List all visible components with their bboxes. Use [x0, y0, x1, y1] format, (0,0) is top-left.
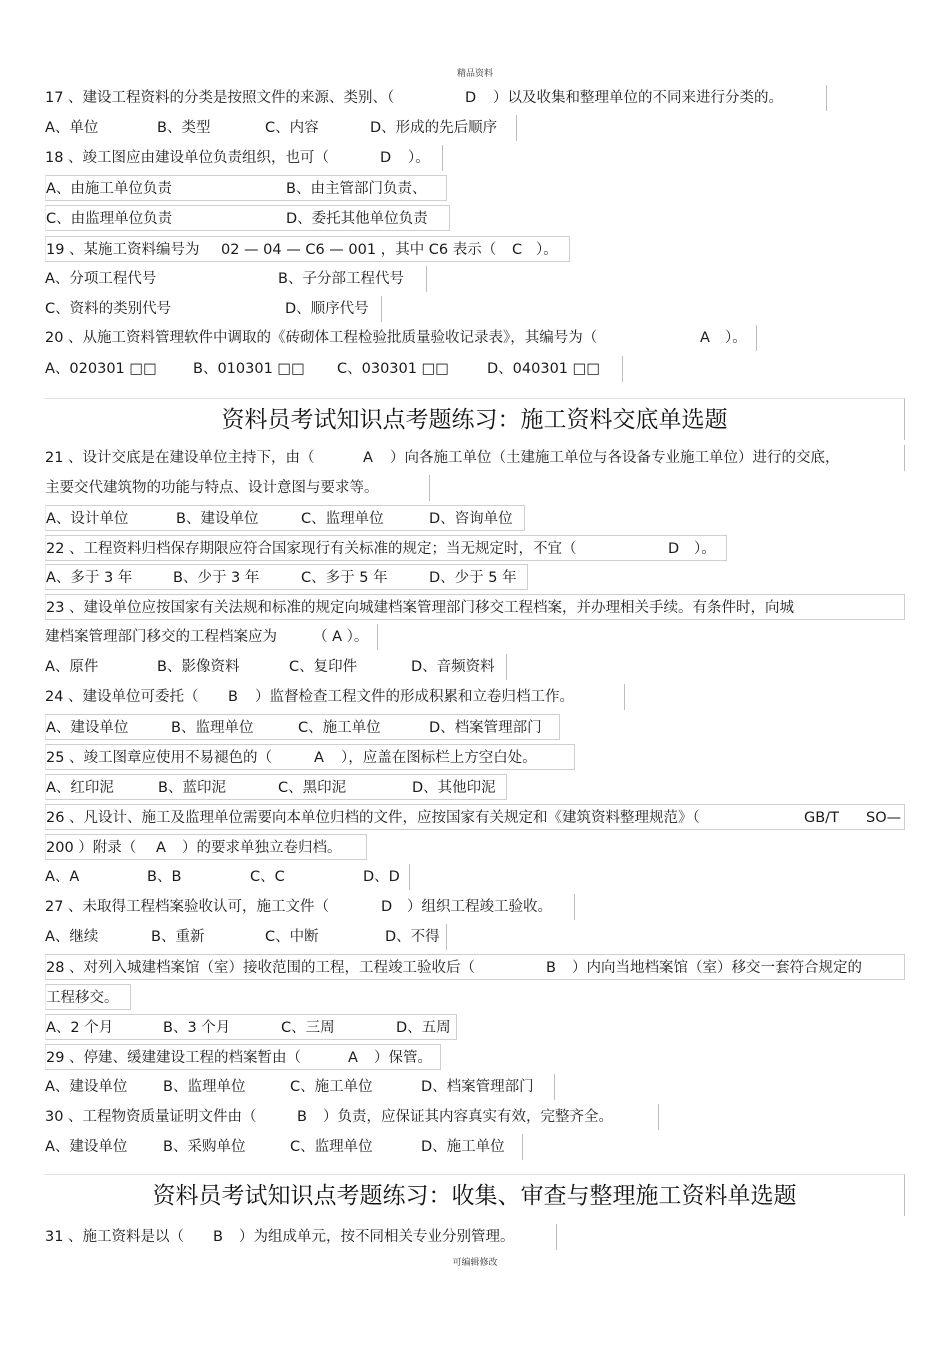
line-text: C、由监理单位负责	[46, 211, 173, 227]
question-line	[45, 864, 410, 890]
line-text: D、形成的先后顺序	[370, 120, 498, 136]
line-text: A	[156, 840, 166, 856]
line-text: B	[546, 960, 556, 976]
line-text: （ A ）。	[313, 629, 369, 645]
line-text: 200 ）附录（	[46, 840, 137, 856]
line-text: C、030301 □□	[337, 361, 449, 377]
line-text: 建档案管理部门移交的工程档案应为	[45, 629, 277, 645]
question-line	[45, 535, 727, 561]
line-text: 23 、建设单位应按国家有关法规和标准的规定向城建档案管理部门移交工程档案，并办理相关手续。有条件时，向城	[46, 600, 795, 616]
line-text: 29 、停建、缓建建设工程的档案暂由（	[46, 1050, 302, 1066]
question-line	[45, 266, 427, 292]
line-text: A、2 个月	[46, 1020, 114, 1036]
section-title: 资料员考试知识点考题练习：收集、审查与整理施工资料单选题	[45, 1174, 905, 1216]
question-line	[45, 325, 757, 351]
line-text: A	[363, 450, 373, 466]
line-text: C、资料的类别代号	[45, 301, 172, 317]
line-text: D、委托其他单位负责	[286, 211, 428, 227]
line-text: D、顺序代号	[285, 301, 369, 317]
line-text: ），应盖在图标栏上方空白处。	[341, 750, 537, 766]
line-text: GB/T	[804, 810, 839, 826]
question-line	[45, 505, 525, 531]
line-text: D、咨询单位	[429, 511, 513, 527]
line-text: D、少于 5 年	[429, 570, 517, 586]
line-text: B、由主管部门负责、	[286, 181, 427, 197]
question-line	[45, 594, 905, 620]
line-text: A、建设单位	[45, 1079, 128, 1095]
line-text: A、分项工程代号	[45, 271, 157, 287]
line-text: B、影像资料	[157, 659, 240, 675]
line-text: 17 、建设工程资料的分类是按照文件的来源、类别、（	[45, 90, 395, 106]
question-line	[45, 894, 575, 920]
line-text: 19 、某施工资料编号为	[46, 242, 200, 258]
question-line	[45, 834, 367, 860]
page-header-note: 精品资料	[456, 69, 493, 79]
line-text: D、音频资料	[411, 659, 495, 675]
line-text: D、040301 □□	[487, 361, 601, 377]
section-title: 资料员考试知识点考题练习：施工资料交底单选题	[45, 398, 905, 440]
question-line	[45, 1224, 557, 1250]
question-line	[45, 145, 443, 171]
line-text: 工程移交。	[46, 990, 119, 1006]
question-line	[45, 445, 905, 471]
line-text: B、重新	[151, 929, 205, 945]
line-text: ）。	[725, 330, 747, 346]
question-line	[45, 954, 905, 980]
line-text: 22 、工程资料归档保存期限应符合国家现行有关标准的规定；当无规定时，不宜（	[46, 541, 577, 557]
line-text: A、单位	[45, 120, 99, 136]
line-text: C、黑印泥	[278, 780, 347, 796]
line-text: ）。	[536, 242, 558, 258]
question-line	[45, 924, 447, 950]
page-footer-note: 可编辑修改	[452, 1258, 498, 1268]
line-text: 02 — 04 — C6 — 001 ，其中 C6 表示（	[221, 242, 497, 258]
line-text: C、内容	[265, 120, 319, 136]
line-text: C、C	[250, 869, 285, 885]
question-line	[45, 654, 507, 680]
line-text: ）负责，应保证其内容真实有效，完整齐全。	[323, 1109, 613, 1125]
question-line	[45, 744, 575, 770]
question-line	[45, 175, 447, 201]
line-text: B	[297, 1109, 307, 1125]
line-text: 26 、凡设计、施工及监理单位需要向本单位归档的文件，应按国家有关规定和《建筑资料整理规范》（	[46, 810, 700, 826]
line-text: ）的要求单独立卷归档。	[182, 840, 342, 856]
line-text: C	[512, 242, 523, 258]
line-text: B、监理单位	[171, 720, 254, 736]
question-line	[45, 296, 382, 322]
line-text: C、施工单位	[290, 1079, 373, 1095]
question-line	[45, 1074, 555, 1100]
line-text: ）保管。	[374, 1050, 432, 1066]
line-text: B、B	[147, 869, 182, 885]
line-text: ）为组成单元，按不同相关专业分别管理。	[239, 1229, 515, 1245]
line-text: C、复印件	[289, 659, 358, 675]
line-text: A、红印泥	[46, 780, 114, 796]
line-text: D、施工单位	[421, 1139, 505, 1155]
line-text: B、子分部工程代号	[278, 271, 404, 287]
line-text: ）监督检查工程文件的形成积累和立卷归档工作。	[255, 689, 574, 705]
line-text: A、建设单位	[45, 1139, 128, 1155]
line-text: D	[381, 899, 393, 915]
line-text: 主要交代建筑物的功能与特点、设计意图与要求等。	[45, 480, 379, 496]
line-text: B、蓝印泥	[158, 780, 226, 796]
line-text: SO—	[866, 810, 902, 826]
question-line	[45, 115, 517, 141]
line-text: A、由施工单位负责	[46, 181, 172, 197]
line-text: A、继续	[45, 929, 99, 945]
line-text: A	[700, 330, 710, 346]
line-text: A、多于 3 年	[46, 570, 133, 586]
question-line	[45, 356, 623, 382]
question-line	[45, 1014, 457, 1040]
question-line	[45, 714, 560, 740]
line-text: D	[465, 90, 477, 106]
line-text: C、监理单位	[301, 511, 384, 527]
line-text: A、A	[45, 869, 80, 885]
question-line	[45, 984, 131, 1010]
question-line	[45, 624, 378, 650]
line-text: D、档案管理部门	[421, 1079, 534, 1095]
line-text: B、监理单位	[163, 1079, 246, 1095]
line-text: B、3 个月	[163, 1020, 231, 1036]
line-text: 31 、施工资料是以（	[45, 1229, 185, 1245]
line-text: D、其他印泥	[412, 780, 496, 796]
line-text: A、020301 □□	[45, 361, 157, 377]
line-text: B、类型	[157, 120, 211, 136]
question-line	[45, 1044, 441, 1070]
line-text: ）以及收集和整理单位的不同来进行分类的。	[493, 90, 783, 106]
line-text: A、建设单位	[46, 720, 129, 736]
line-text: D	[380, 150, 392, 166]
line-text: B	[228, 689, 238, 705]
line-text: A	[314, 750, 324, 766]
line-text: 28 、对列入城建档案馆（室）接收范围的工程，工程竣工验收后（	[46, 960, 476, 976]
line-text: 20 、从施工资料管理软件中调取的《砖砌体工程检验批质量验收记录表》，其编号为（	[45, 330, 598, 346]
line-text: C、施工单位	[298, 720, 381, 736]
line-text: B、少于 3 年	[173, 570, 260, 586]
line-text: 30 、工程物资质量证明文件由（	[45, 1109, 257, 1125]
line-text: ）。	[408, 150, 430, 166]
question-line	[45, 1104, 659, 1130]
question-line	[45, 475, 430, 501]
question-line	[45, 564, 528, 590]
question-line	[45, 236, 570, 262]
line-text: D	[668, 541, 680, 557]
line-text: C、三周	[281, 1020, 335, 1036]
line-text: B、建设单位	[176, 511, 259, 527]
line-text: 27 、未取得工程档案验收认可，施工文件（	[45, 899, 330, 915]
line-text: D、档案管理部门	[429, 720, 542, 736]
question-line	[45, 1134, 523, 1160]
line-text: 21 、设计交底是在建设单位主持下，由（	[45, 450, 315, 466]
line-text: B、010301 □□	[193, 361, 305, 377]
line-text: A、原件	[45, 659, 99, 675]
line-text: ）向各施工单位（土建施工单位与各设备专业施工单位）进行的交底，	[390, 450, 840, 466]
line-text: 18 、竣工图应由建设单位负责组织，也可（	[45, 150, 330, 166]
line-text: ）内向当地档案馆（室）移交一套符合规定的	[572, 960, 862, 976]
question-line	[45, 205, 450, 231]
line-text: ）组织工程竣工验收。	[407, 899, 552, 915]
line-text: B、采购单位	[163, 1139, 246, 1155]
question-line	[45, 774, 507, 800]
question-line	[45, 85, 827, 111]
line-text: C、多于 5 年	[301, 570, 388, 586]
line-text: A	[348, 1050, 358, 1066]
line-text: D、不得	[385, 929, 440, 945]
line-text: D、D	[363, 869, 400, 885]
line-text: D、五周	[396, 1020, 451, 1036]
line-text: B	[213, 1229, 223, 1245]
line-text: 25 、竣工图章应使用不易褪色的（	[46, 750, 273, 766]
question-line	[45, 804, 905, 830]
line-text: ）。	[694, 541, 716, 557]
line-text: C、中断	[265, 929, 319, 945]
line-text: C、监理单位	[290, 1139, 373, 1155]
question-line	[45, 684, 625, 710]
line-text: A、设计单位	[46, 511, 129, 527]
line-text: 24 、建设单位可委托（	[45, 689, 199, 705]
